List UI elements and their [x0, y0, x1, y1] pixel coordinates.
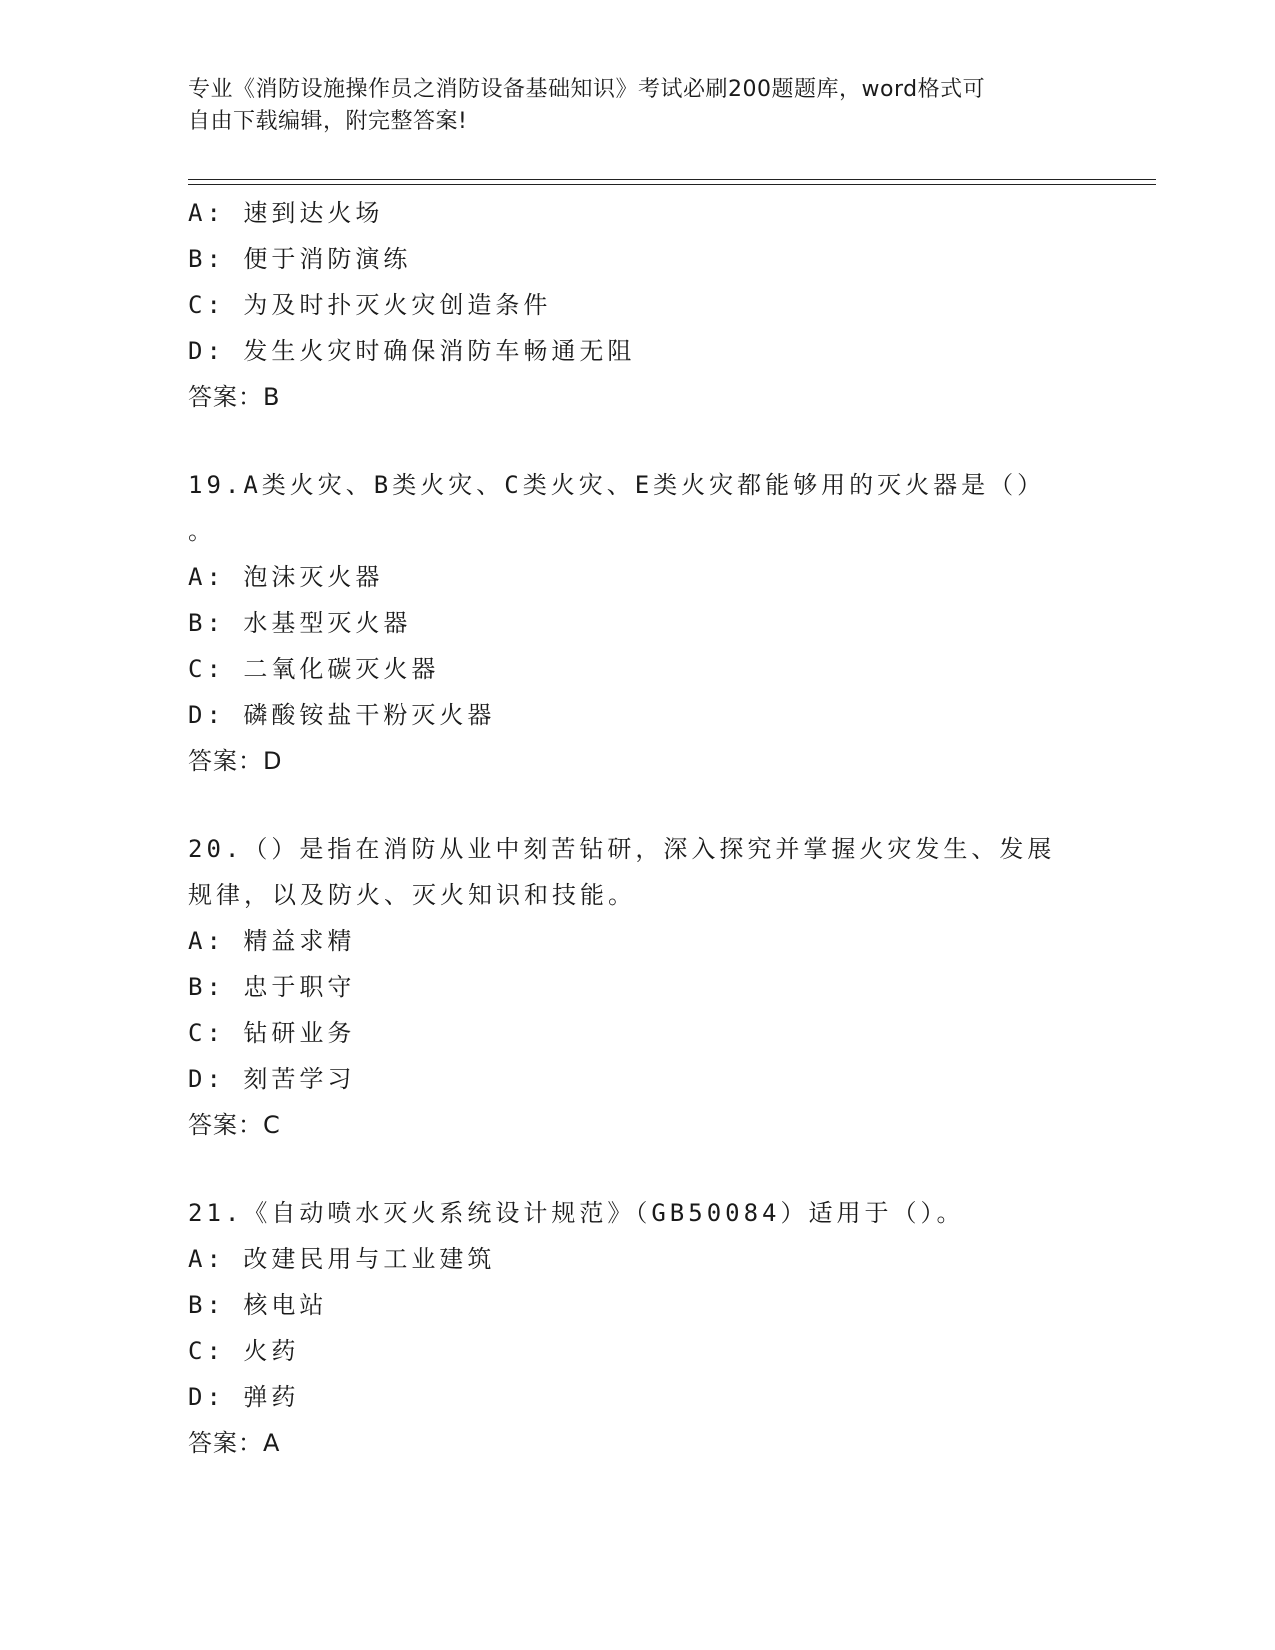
option-c: C: 为及时扑灭火灾创造条件 [188, 291, 552, 319]
answer: 答案：C [188, 1111, 281, 1139]
option-c: C: 火药 [188, 1337, 300, 1365]
question-20 [188, 826, 1088, 1148]
header-divider-top [188, 179, 1156, 180]
header-line-1: 专业《消防设施操作员之消防设备基础知识》考试必刷200题题库，word格式可 [188, 77, 986, 102]
option-b: B: 水基型灭火器 [188, 609, 412, 637]
option-a: A: 泡沫灭火器 [188, 563, 384, 591]
question-19 [188, 462, 1088, 784]
option-d: D: 发生火灾时确保消防车畅通无阻 [188, 337, 636, 365]
document-header [188, 74, 1068, 138]
header-divider-bottom [188, 184, 1156, 185]
question-stem: 20.（）是指在消防从业中刻苦钻研，深入探究并掌握火灾发生、发展 [188, 835, 1056, 863]
option-b: B: 忠于职守 [188, 973, 356, 1001]
option-a: A: 改建民用与工业建筑 [188, 1245, 496, 1273]
question-stem-continued: 。 [188, 517, 216, 545]
option-d: D: 磷酸铵盐干粉灭火器 [188, 701, 496, 729]
question-18 [188, 190, 1088, 420]
answer: 答案：B [188, 383, 281, 411]
option-b: B: 便于消防演练 [188, 245, 412, 273]
option-a: A: 速到达火场 [188, 199, 384, 227]
header-line-2: 自由下载编辑，附完整答案! [188, 109, 468, 134]
option-c: C: 钻研业务 [188, 1019, 356, 1047]
question-list [188, 190, 1088, 1466]
answer: 答案：A [188, 1429, 281, 1457]
question-21 [188, 1190, 1088, 1466]
option-b: B: 核电站 [188, 1291, 328, 1319]
answer: 答案：D [188, 747, 283, 775]
option-d: D: 刻苦学习 [188, 1065, 356, 1093]
option-c: C: 二氧化碳灭火器 [188, 655, 440, 683]
question-stem: 19.A类火灾、B类火灾、C类火灾、E类火灾都能够用的灭火器是（） [188, 471, 1046, 499]
question-stem-continued: 规律，以及防火、灭火知识和技能。 [188, 881, 636, 909]
option-d: D: 弹药 [188, 1383, 300, 1411]
option-a: A: 精益求精 [188, 927, 356, 955]
question-stem: 21.《自动喷水灭火系统设计规范》（GB50084）适用于（）。 [188, 1199, 965, 1227]
